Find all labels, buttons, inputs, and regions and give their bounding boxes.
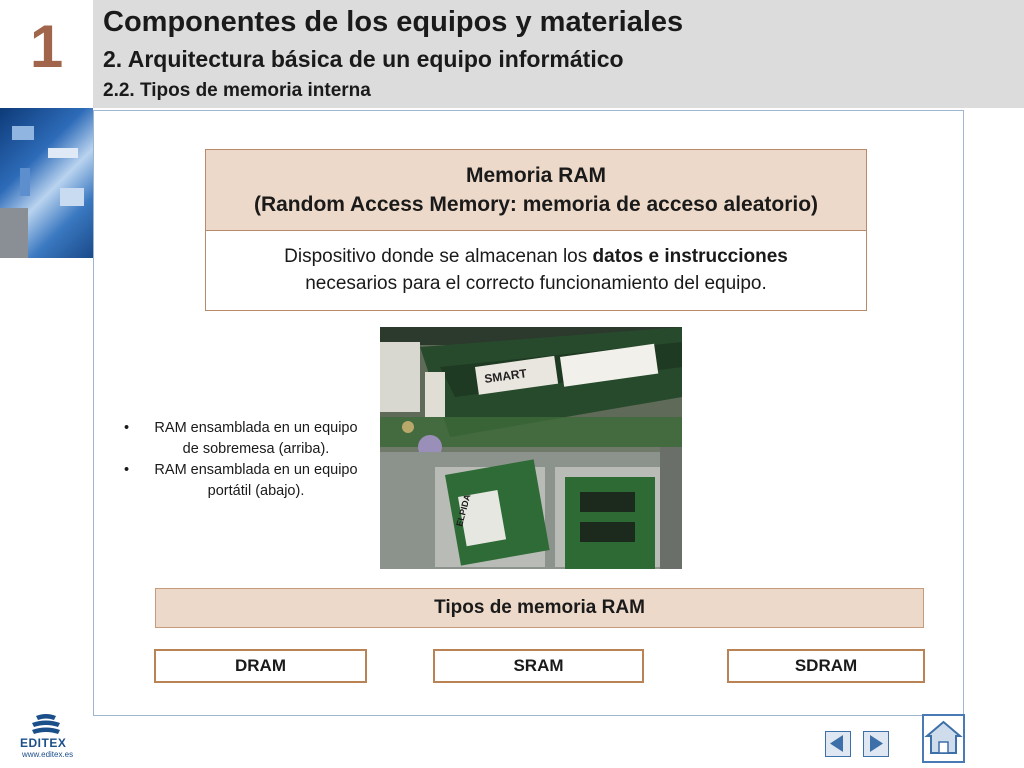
bullet-icon: • [124,462,130,478]
sram-button[interactable]: SRAM [433,649,644,683]
smart-label: SMART [483,366,528,386]
triangle-right-icon [864,732,887,755]
bullet-icon: • [124,420,130,436]
ram-photo-illustration [380,327,682,569]
section-title: 2.2. Tipos de memoria interna [103,80,371,101]
logo-url: www.editex.es [22,750,74,759]
ram-card-description [206,231,866,309]
ram-desc-text-2: necesarios para el correcto funcionamiento del equipo. [305,273,767,294]
ram-card-heading [206,150,866,231]
list-item [120,460,370,502]
page-title: Componentes de los equipos y materiales [103,6,684,38]
ram-card-expansion: (Random Access Memory: memoria de acceso aleatorio) [253,193,819,216]
home-button[interactable] [922,714,965,763]
list-item-line: RAM ensamblada en un equipo [154,420,358,436]
circuit-board-image [0,108,93,258]
ram-definition-card [205,149,867,311]
photo-caption-list [120,418,370,502]
chapter-box [0,0,93,108]
previous-button[interactable] [825,731,851,757]
sdram-button[interactable]: SDRAM [727,649,925,683]
dram-button[interactable]: DRAM [154,649,367,683]
triangle-left-icon [826,732,849,755]
chapter-number: 1 [29,13,64,80]
ram-modules-photo [380,327,682,569]
list-item-line: de sobremesa (arriba). [182,441,330,457]
list-item-line: RAM ensamblada en un equipo [154,462,358,478]
list-item-line: portátil (abajo). [207,483,305,499]
home-icon [924,716,963,761]
ram-card-title: Memoria RAM [465,164,607,187]
elpida-label: ELPIDA [454,493,473,528]
page-subtitle: 2. Arquitectura básica de un equipo informático [103,46,624,72]
list-item [120,418,370,460]
logo-name: EDITEX [20,736,67,750]
ram-desc-text: Dispositivo donde se almacenan los [284,246,593,267]
next-button[interactable] [863,731,889,757]
ram-types-heading: Tipos de memoria RAM [155,588,924,628]
ram-desc-bold: datos e instrucciones [592,246,788,267]
